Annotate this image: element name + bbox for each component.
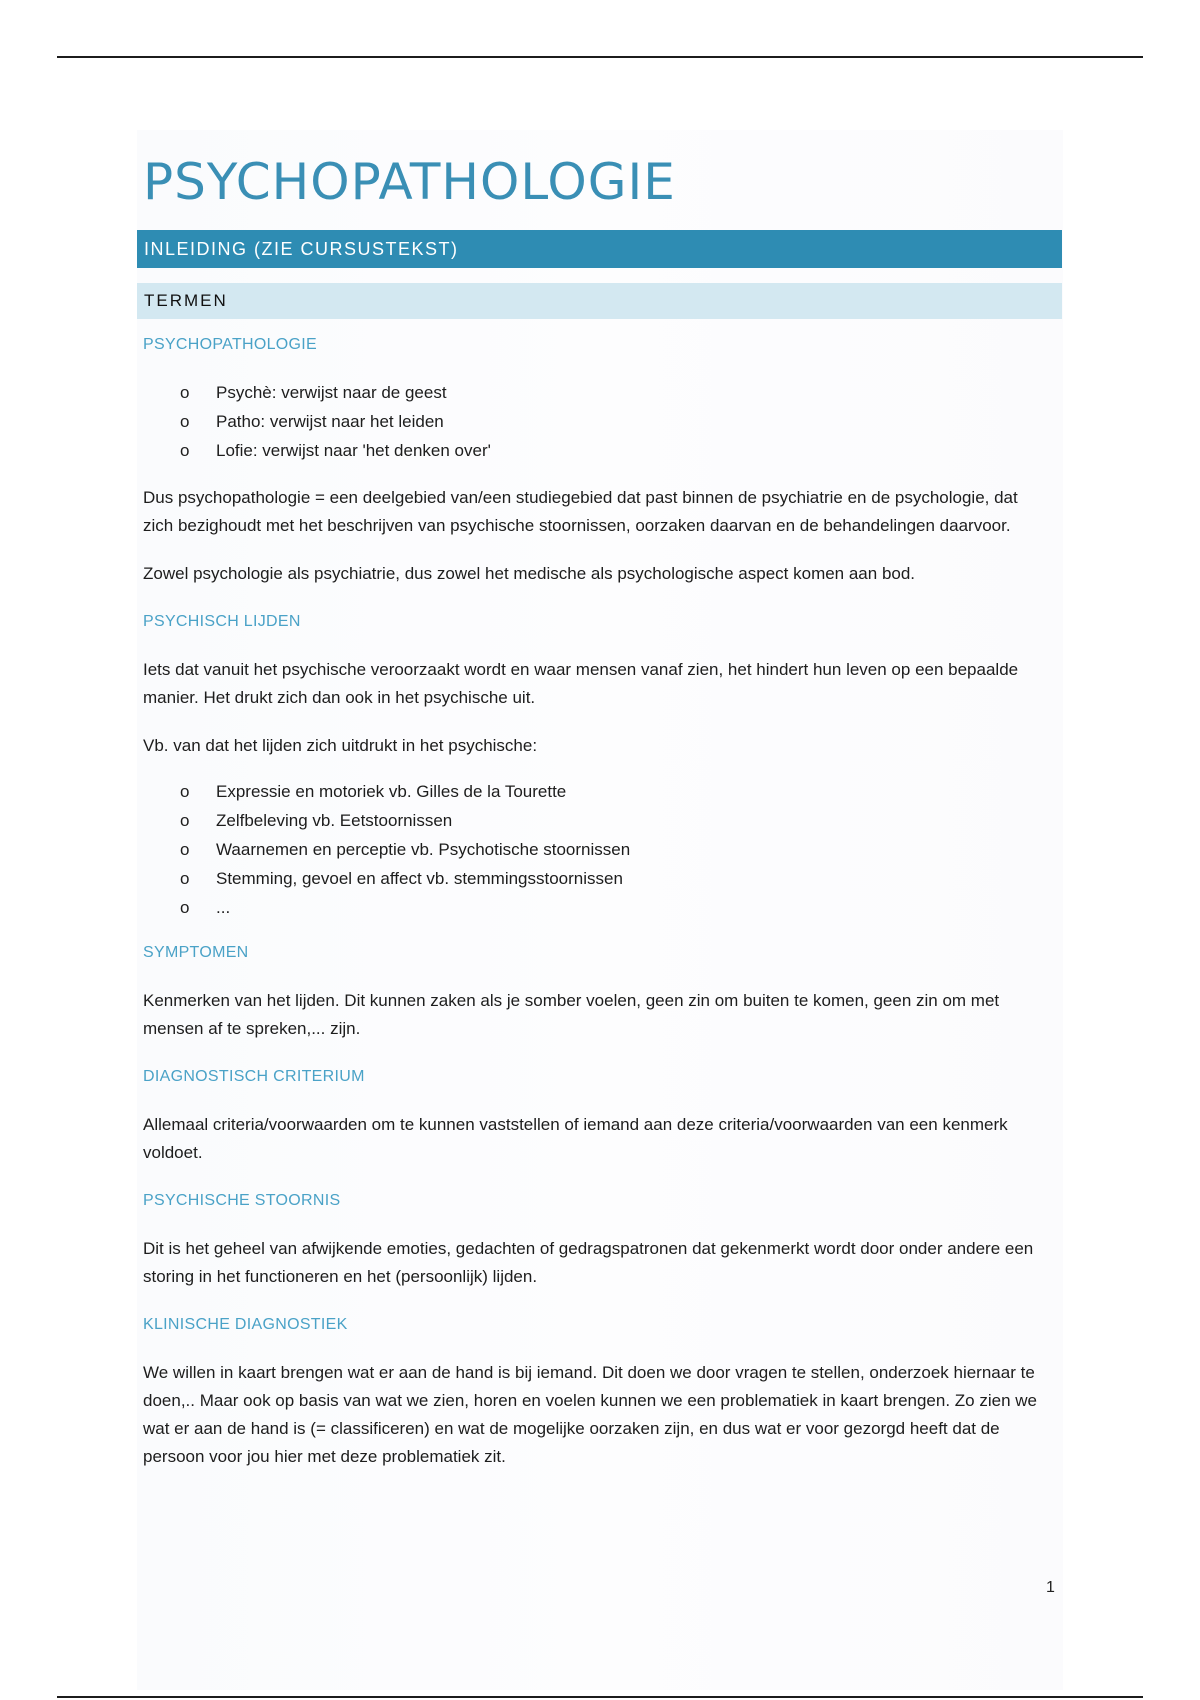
paragraph: We willen in kaart brengen wat er aan de hand is bij iemand. Dit doen we door vragen te stellen, onderzoek hiernaar te doen,.. Maar ook op basis van wat we zien, horen en voelen kunnen we een problematiek in kaart brengen. Zo zien we wat er aan de hand is (= classificeren) en wat de mogelijke oorzaken zijn, en dus wat er voor gezorgd heeft dat de persoon voor jou hier met deze problematiek zit. <box>143 1363 1037 1466</box>
heading-symptomen: SYMPTOMEN <box>143 944 249 961</box>
bullet: o <box>180 869 190 888</box>
page-number: 1 <box>1046 1579 1055 1596</box>
list-item: o Stemming, gevoel en affect vb. stemmingsstoornissen <box>180 864 1063 893</box>
list-item: o Patho: verwijst naar het leiden <box>180 407 1063 436</box>
list-item: o Lofie: verwijst naar 'het denken over' <box>180 436 1063 465</box>
heading-psychisch-lijden: PSYCHISCH LIJDEN <box>143 613 301 630</box>
bullet: o <box>180 898 190 917</box>
list-psychopathologie <box>143 378 1063 465</box>
paragraph: Kenmerken van het lijden. Dit kunnen zaken als je somber voelen, geen zin om buiten te komen, geen zin om met mensen af te spreken,... zijn. <box>143 991 1000 1038</box>
list-item: o Psychè: verwijst naar de geest <box>180 378 1063 407</box>
paragraph: Dit is het geheel van afwijkende emoties, gedachten of gedragspatronen dat gekenmerkt wordt door onder andere een storing in het functioneren en het (persoonlijk) lijden. <box>143 1239 1034 1286</box>
header-rule <box>57 56 1143 58</box>
paragraph: Zowel psychologie als psychiatrie, dus zowel het medische als psychologische aspect komen aan bod. <box>143 564 916 583</box>
heading-inleiding: INLEIDING (ZIE CURSUSTEKST) <box>137 230 1062 268</box>
heading-klinische-diagnostiek: KLINISCHE DIAGNOSTIEK <box>143 1316 348 1333</box>
bullet: o <box>180 782 190 801</box>
paragraph: Dus psychopathologie = een deelgebied van/een studiegebied dat past binnen de psychiatrie en de psychologie, dat zich bezighoudt met het beschrijven van psychische stoornissen, oorzaken daarvan en de behandelingen daarvoor. <box>143 488 1018 535</box>
document-title: PSYCHOPATHOLOGIE <box>143 153 676 211</box>
paragraph: Allemaal criteria/voorwaarden om te kunnen vaststellen of iemand aan deze criteria/voorwaarden van een kenmerk voldoet. <box>143 1115 1008 1162</box>
document-content <box>143 140 1063 1471</box>
bullet: o <box>180 811 190 830</box>
heading-diagnostisch-criterium: DIAGNOSTISCH CRITERIUM <box>143 1068 365 1085</box>
list-item: o ... <box>180 893 1063 922</box>
bullet: o <box>180 412 190 431</box>
list-item: o Zelfbeleving vb. Eetstoornissen <box>180 806 1063 835</box>
heading-termen: TERMEN <box>137 283 1062 319</box>
paragraph: Vb. van dat het lijden zich uitdrukt in het psychische: <box>143 736 538 755</box>
heading-psychopathologie: PSYCHOPATHOLOGIE <box>143 336 318 353</box>
list-item: o Expressie en motoriek vb. Gilles de la Tourette <box>180 777 1063 806</box>
bullet: o <box>180 840 190 859</box>
footer-rule <box>57 1696 1143 1698</box>
bullet: o <box>180 441 190 460</box>
paragraph: Iets dat vanuit het psychische veroorzaakt wordt en waar mensen vanaf zien, het hindert hun leven op een bepaalde manier. Het drukt zich dan ook in het psychische uit. <box>143 660 1019 707</box>
heading-psychische-stoornis: PSYCHISCHE STOORNIS <box>143 1192 341 1209</box>
list-item: o Waarnemen en perceptie vb. Psychotische stoornissen <box>180 835 1063 864</box>
list-psychisch-lijden <box>143 777 1063 922</box>
bullet: o <box>180 383 190 402</box>
